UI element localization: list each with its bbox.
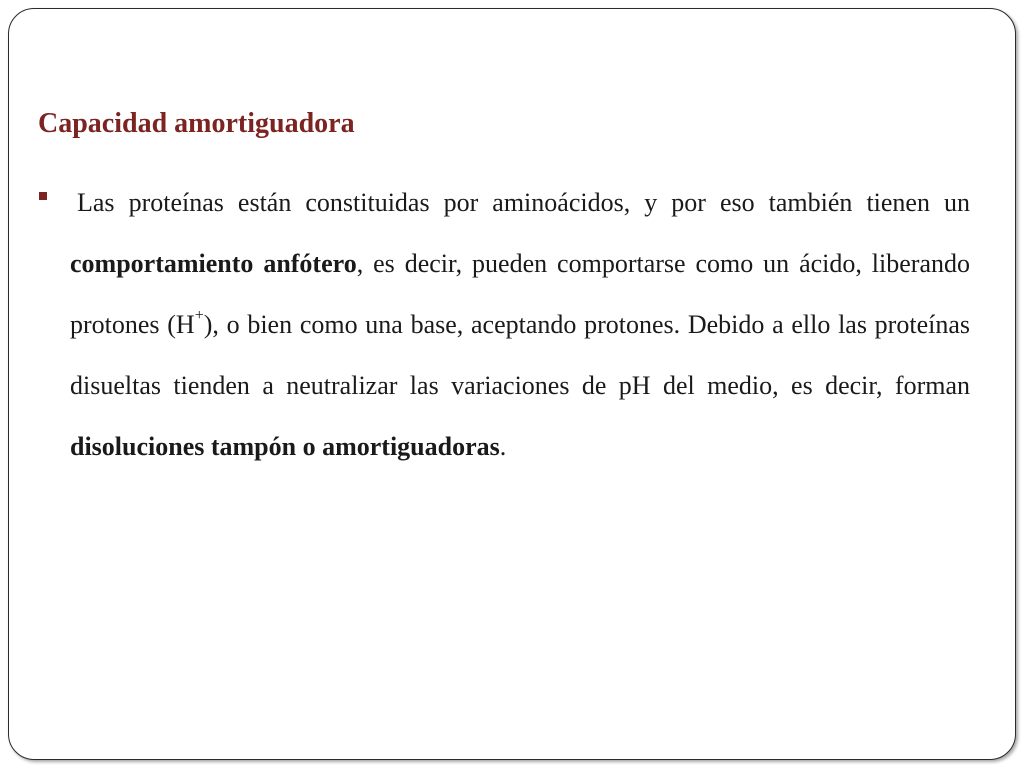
bold-term-anfotero: comportamiento anfótero [70,249,357,278]
bullet-text-part-3: ), o bien como una base, aceptando protones. Debido a ello las proteínas disueltas tienden a neutralizar las variaciones de pH del medio, es decir, forman [70,310,970,400]
bullet-item [38,172,970,477]
bullet-paragraph [38,172,970,477]
square-bullet-icon [39,192,47,200]
bullet-text-part-4: . [499,432,507,461]
superscript-plus: + [194,307,204,325]
bullet-text-part-2: , es decir, pueden comportarse como un ácido, liberando protones (H [70,249,970,339]
bold-term-tampon: disoluciones tampón o amortiguadoras [70,432,500,461]
slide-heading: Capacidad amortiguadora [38,108,355,139]
bullet-text-part-1: Las proteínas están constituidas por aminoácidos, y por eso también tienen un [77,188,970,217]
